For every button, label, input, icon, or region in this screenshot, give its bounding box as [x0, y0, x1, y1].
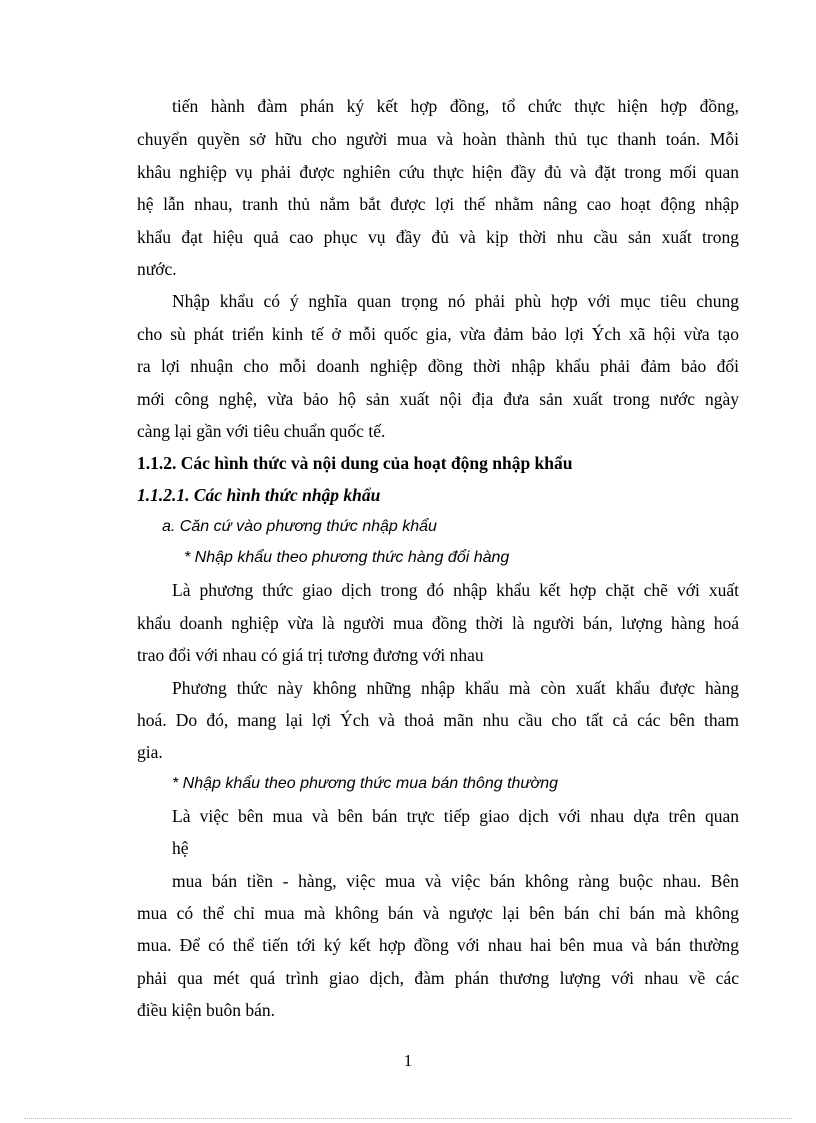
- paragraph-3-line-2: khẩu doanh nghiệp vừa là người mua đồng thời là người bán, lượng hàng hoá: [137, 613, 739, 633]
- paragraph-1-line-5: khẩu đạt hiệu quả cao phục vụ đầy đủ và kịp thời nhu cầu sản xuất trong: [137, 227, 739, 247]
- page-bottom-divider: [24, 1118, 792, 1119]
- paragraph-6-line-2: mua có thể chỉ mua mà không bán và ngược lại bên bán chỉ bán mà không: [137, 903, 739, 923]
- paragraph-1-line-4: hệ lẫn nhau, tranh thủ nắm bắt được lợi thế nhằm nâng cao hoạt động nhập: [137, 194, 739, 214]
- paragraph-6-line-5: điều kiện buôn bán.: [137, 1000, 276, 1020]
- paragraph-5-line-1: Là việc bên mua và bên bán trực tiếp giao dịch với nhau dựa trên quan: [172, 806, 739, 826]
- paragraph-2-line-5: càng lại gần với tiêu chuẩn quốc tế.: [137, 421, 386, 441]
- paragraph-6-line-4: phải qua mét quá trình giao dịch, đàm phán thương lượng với nhau về các: [137, 968, 739, 988]
- paragraph-6-line-1: mua bán tiền - hàng, việc mua và việc bán không ràng buộc nhau. Bên: [172, 871, 739, 891]
- paragraph-5-line-2: hệ: [172, 838, 189, 858]
- paragraph-4-line-3: gia.: [137, 742, 163, 762]
- subheading-a: a. Căn cứ vào phương thức nhập khẩu: [162, 518, 437, 535]
- paragraph-2-line-1: Nhập khẩu có ý nghĩa quan trọng nó phải phù hợp với mục tiêu chung: [172, 291, 739, 311]
- paragraph-2-line-3: ra lợi nhuận cho mỗi doanh nghiệp đồng thời nhập khẩu phải đảm bảo đổi: [137, 356, 739, 376]
- paragraph-3-line-1: Là phương thức giao dịch trong đó nhập khẩu kết hợp chặt chẽ với xuất: [172, 580, 739, 600]
- paragraph-1-line-1: tiến hành đàm phán ký kết hợp đồng, tổ chức thực hiện hợp đồng,: [172, 96, 739, 116]
- paragraph-1-line-6: nước.: [137, 259, 177, 279]
- paragraph-1-line-3: khâu nghiệp vụ phải được nghiên cứu thực hiện đầy đủ và đặt trong mối quan: [137, 162, 739, 182]
- section-heading-1-1-2: 1.1.2. Các hình thức và nội dung của hoạt động nhập khẩu: [137, 453, 573, 473]
- paragraph-4-line-1: Phương thức này không những nhập khẩu mà còn xuất khẩu được hàng: [172, 678, 739, 698]
- page-number: 1: [403, 1051, 413, 1070]
- paragraph-2-line-4: mới công nghệ, vừa bảo hộ sản xuất nội địa đưa sản xuất trong nước ngày: [137, 389, 739, 409]
- paragraph-4-line-2: hoá. Do đó, mang lại lợi Ých và thoả mãn nhu cầu cho tất cả các bên tham: [137, 710, 739, 730]
- bullet-barter-method: * Nhập khẩu theo phương thức hàng đổi hàng: [184, 549, 510, 566]
- paragraph-6-line-3: mua. Để có thể tiến tới ký kết hợp đồng với nhau hai bên mua và bán thường: [137, 935, 739, 955]
- paragraph-3-line-3: trao đổi với nhau có giá trị tương đương với nhau: [137, 645, 484, 665]
- bullet-normal-trade-method: * Nhập khẩu theo phương thức mua bán thông thường: [172, 775, 559, 792]
- paragraph-2-line-2: cho sù phát triển kinh tế ở mỗi quốc gia, vừa đảm bảo lợi Ých xã hội vừa tạo: [137, 324, 739, 344]
- section-heading-1-1-2-1: 1.1.2.1. Các hình thức nhập khẩu: [137, 485, 381, 505]
- paragraph-1-line-2: chuyển quyền sở hữu cho người mua và hoàn thành thủ tục thanh toán. Mỗi: [137, 129, 739, 149]
